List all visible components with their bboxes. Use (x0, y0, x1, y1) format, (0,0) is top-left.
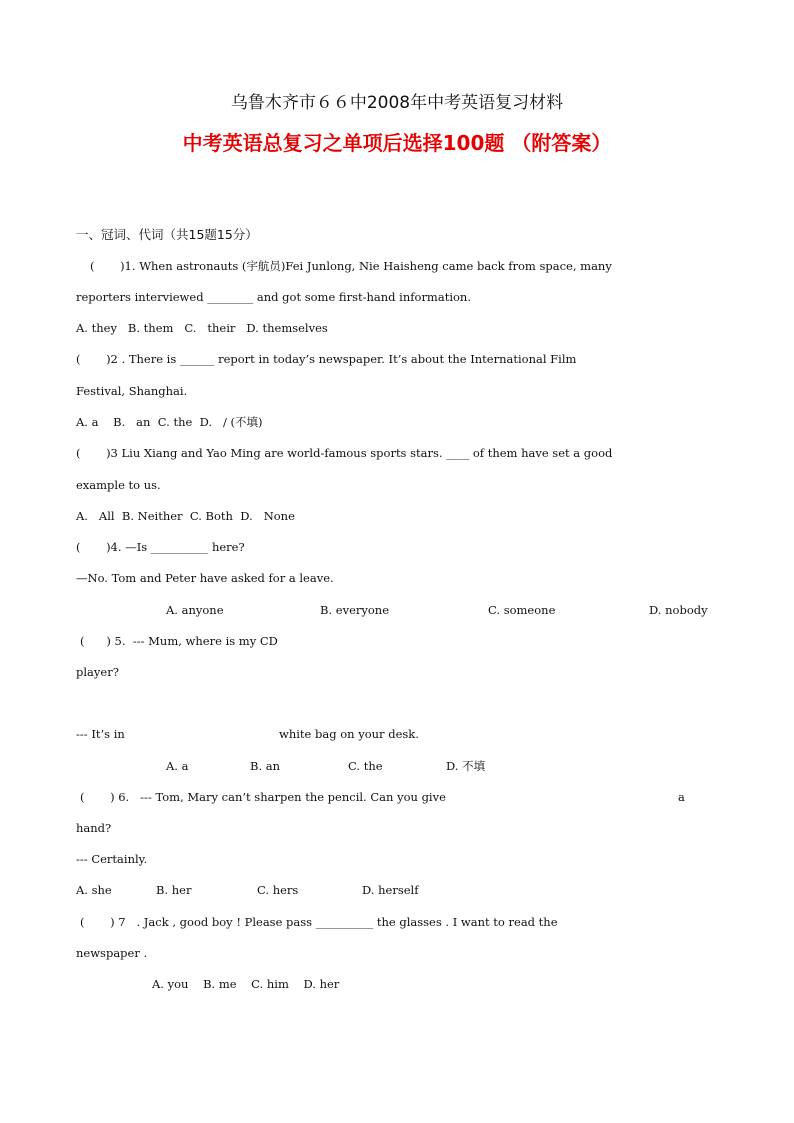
question-7-stem: ( ) 7 . Jack , good boy ! Please pass __________ the glasses . I want to read the (80, 915, 558, 929)
question-6-option-d: D. herself (362, 883, 419, 897)
question-2-stem-cont: Festival, Shanghai. (76, 384, 188, 398)
question-6-stem-cont: hand? (76, 821, 112, 835)
question-6-stem-end: a (678, 790, 685, 804)
question-5-option-c: C. the (348, 759, 383, 773)
question-5-option-b: B. an (250, 759, 281, 773)
question-6-answer: --- Certainly. (76, 852, 148, 866)
question-5-answer-end: white bag on your desk. (279, 727, 419, 741)
question-2-stem: ( )2 . There is ______ report in today’s newspaper. It’s about the International Film (76, 352, 577, 366)
document-title: 乌鲁木齐市６６中2008年中考英语复习材料 (230, 93, 564, 113)
question-6-stem: ( ) 6. --- Tom, Mary can’t sharpen the pencil. Can you give (80, 790, 446, 804)
question-4-option-b: B. everyone (320, 603, 389, 617)
question-5-stem-cont: player? (76, 665, 119, 679)
question-4-option-a: A. anyone (166, 603, 224, 617)
document-subtitle: 中考英语总复习之单项后选择100题 （附答案） (182, 131, 612, 155)
question-6-option-c: C. hers (257, 883, 299, 897)
question-3-options: A. All B. Neither C. Both D. None (76, 509, 295, 523)
question-1-stem: ( )1. When astronauts (宇航员)Fei Junlong, Nie Haisheng came back from space, many (90, 259, 612, 273)
question-5-option-a: A. a (166, 759, 189, 773)
question-6-option-b: B. her (156, 883, 192, 897)
question-4-stem-cont: —No. Tom and Peter have asked for a leave. (76, 571, 334, 585)
question-3-stem-cont: example to us. (76, 478, 161, 492)
question-1-options: A. they B. them C. their D. themselves (76, 321, 328, 335)
question-7-stem-cont: newspaper . (76, 946, 148, 960)
question-5-stem: ( ) 5. --- Mum, where is my CD (80, 634, 278, 648)
question-4-stem: ( )4. —Is __________ here? (76, 540, 245, 554)
question-5-answer-start: --- It’s in (76, 727, 125, 741)
question-3-stem: ( )3 Liu Xiang and Yao Ming are world-famous sports stars. ____ of them have set a good (76, 446, 613, 460)
question-2-options: A. a B. an C. the D. / (不填) (76, 415, 263, 429)
question-1-stem-cont: reporters interviewed ________ and got some first-hand information. (76, 290, 471, 304)
question-4-option-c: C. someone (488, 603, 556, 617)
section-heading: 一、冠词、代词（共15题15分） (76, 227, 258, 242)
question-7-options: A. you B. me C. him D. her (152, 977, 340, 991)
question-6-option-a: A. she (76, 883, 112, 897)
question-4-option-d: D. nobody (649, 603, 708, 617)
question-5-option-d: D. 不填 (446, 759, 486, 773)
